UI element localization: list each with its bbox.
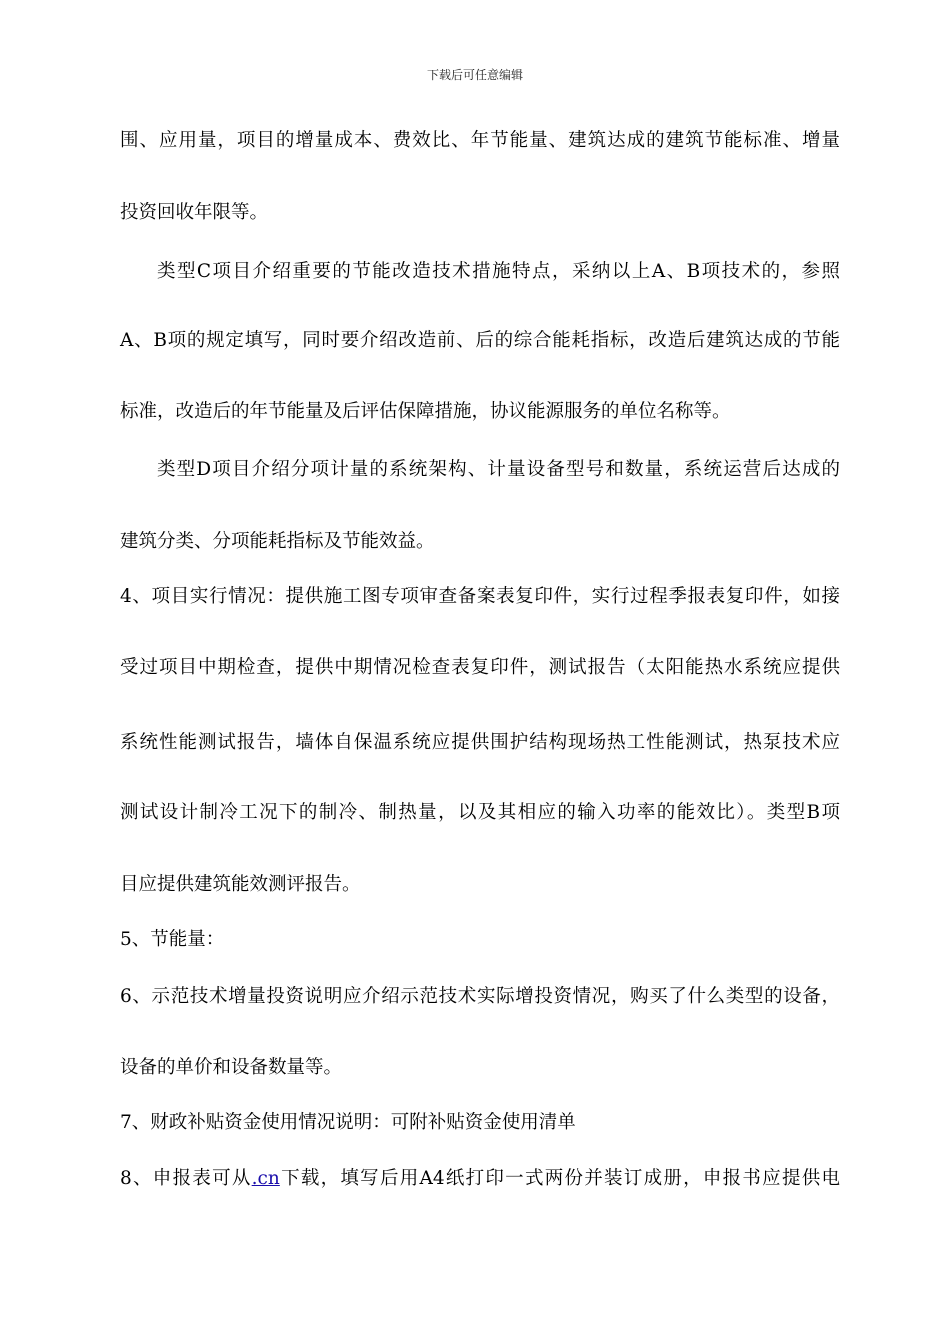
page-header: 下载后可任意编辑: [426, 68, 523, 82]
download-link[interactable]: .cn: [251, 1168, 280, 1189]
paragraph-line: 受过项目中期检查，提供中期情况检查表复印件，测试报告（太阳能热水系统应提供: [120, 657, 840, 678]
paragraph-line: 系统性能测试报告，墙体自保温系统应提供围护结构现场热工性能测试，热泵技术应: [120, 732, 840, 753]
paragraph-line: 测试设计制冷工况下的制冷、制热量，以及其相应的输入功率的能效比）。类型B项: [120, 802, 840, 823]
paragraph-line: 5、节能量：: [120, 929, 225, 950]
paragraph-line: 类型C项目介绍重要的节能改造技术措施特点，采纳以上A、B项技术的，参照: [157, 261, 840, 282]
paragraph-line: 投资回收年限等。: [120, 202, 269, 223]
paragraph-line: 标准，改造后的年节能量及后评估保障措施，协议能源服务的单位名称等。: [120, 401, 731, 422]
paragraph-text: 下载，填写后用A4纸打印一式两份并装订成册，申报书应提供电: [279, 1168, 840, 1189]
paragraph-line: A、B项的规定填写，同时要介绍改造前、后的综合能耗指标，改造后建筑达成的节能: [120, 330, 840, 351]
paragraph-text: 8、申报表可从: [120, 1168, 252, 1189]
paragraph-line: 4、项目实行情况：提供施工图专项审查备案表复印件，实行过程季报表复印件，如接: [120, 586, 840, 607]
paragraph-line: 围、应用量，项目的增量成本、费效比、年节能量、建筑达成的建筑节能标准、增量: [120, 130, 840, 151]
paragraph-line: 建筑分类、分项能耗指标及节能效益。: [120, 531, 435, 552]
paragraph-line: [120, 1167, 840, 1191]
paragraph-line: 7、财政补贴资金使用情况说明：可附补贴资金使用清单: [120, 1112, 576, 1133]
paragraph-line: 设备的单价和设备数量等。: [120, 1057, 343, 1078]
paragraph-line: 6、示范技术增量投资说明应介绍示范技术实际增投资情况，购买了什么类型的设备，: [120, 986, 840, 1007]
paragraph-line: 类型D项目介绍分项计量的系统架构、计量设备型号和数量，系统运营后达成的: [157, 459, 840, 480]
paragraph-line: 目应提供建筑能效测评报告。: [120, 874, 361, 895]
